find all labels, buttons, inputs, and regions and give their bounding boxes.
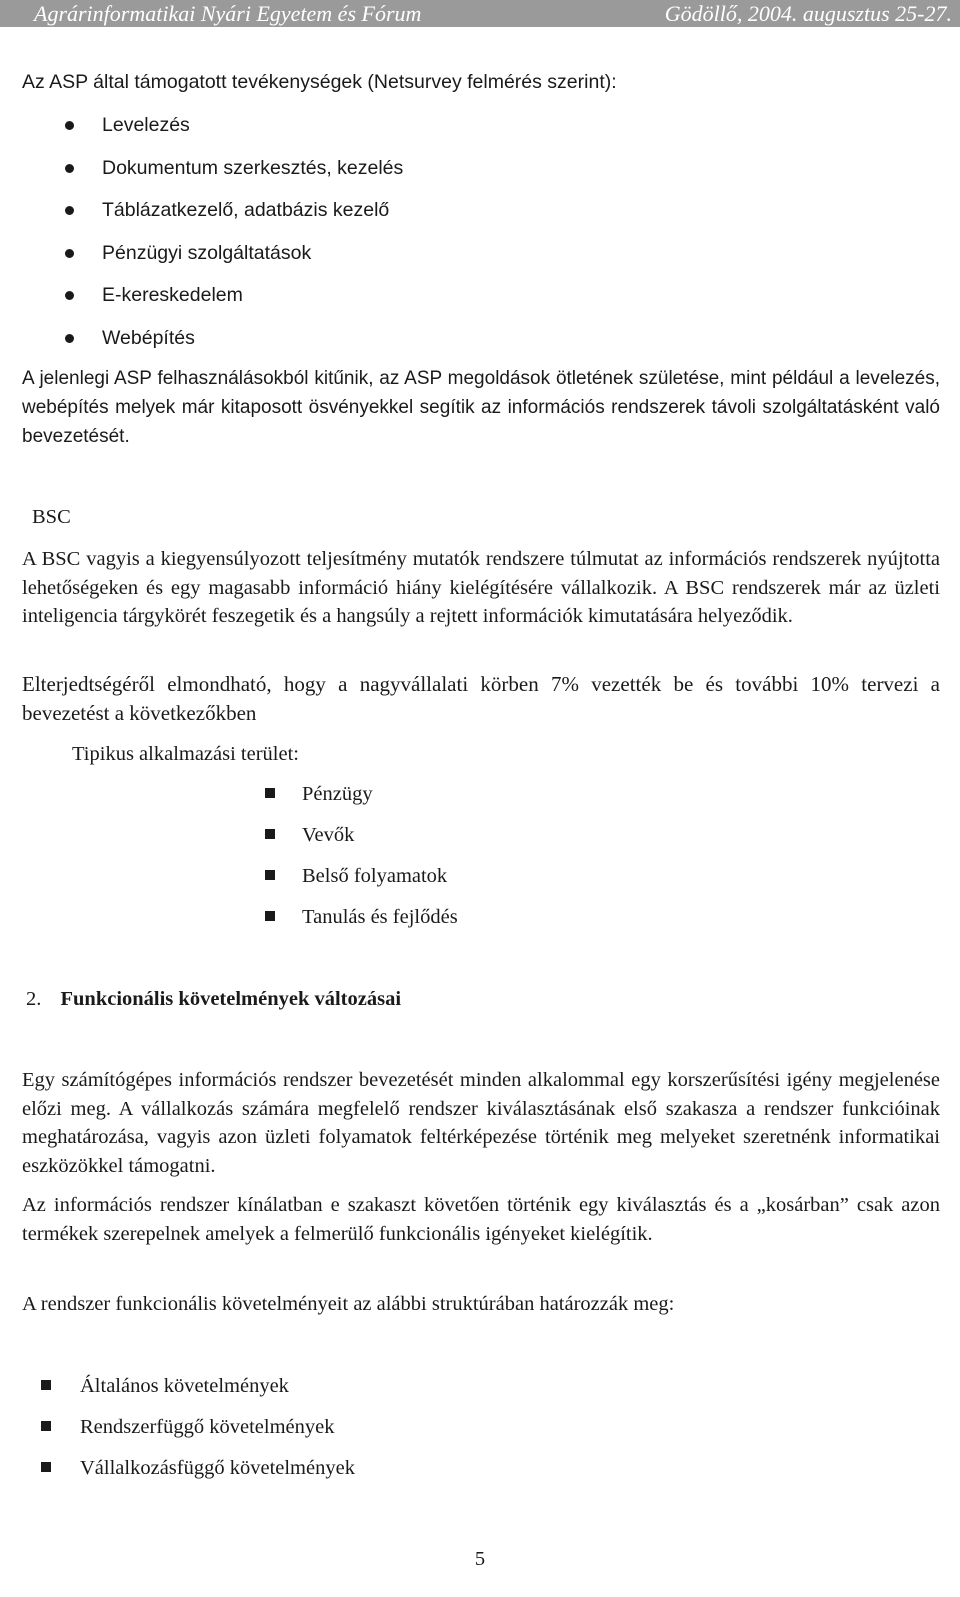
section2-paragraph-3: A rendszer funkcionális követelményeit az alábbi struktúrában határozzák meg: — [22, 1293, 675, 1315]
bullet-icon — [65, 249, 74, 258]
list-item: Levelezés — [0, 104, 960, 147]
list-item: Pénzügyi szolgáltatások — [0, 232, 960, 275]
section-number: 2. — [26, 988, 42, 1010]
bullet-icon — [65, 206, 74, 215]
list-item: Webépítés — [0, 317, 960, 360]
list-item: Táblázatkezelő, adatbázis kezelő — [0, 189, 960, 232]
list-item: Belső folyamatok — [0, 862, 960, 903]
square-bullet-icon — [41, 1380, 51, 1390]
square-bullet-icon — [265, 788, 275, 798]
list-item: Pénzügy — [0, 780, 960, 821]
square-bullet-icon — [265, 829, 275, 839]
page-number: 5 — [474, 1548, 486, 1570]
square-bullet-icon — [265, 870, 275, 880]
section2-paragraph-1: Egy számítógépes információs rendszer bevezetését minden alkalommal egy korszerűsítési igény megjelenése előzi meg. A vállalkozás számára megfelelő rendszer kiválasztásának első szakasza a rendszer funkcióinak meghatározása, vagyis azon üzleti folyamatok feltérképezése történik meg melyeket szeretnénk informatikai eszközökkel támogatni. — [22, 1069, 940, 1177]
list-item: E-kereskedelem — [0, 274, 960, 317]
asp-activity-list — [0, 104, 960, 359]
square-bullet-icon — [265, 911, 275, 921]
square-bullet-icon — [41, 1421, 51, 1431]
list-item: Tanulás és fejlődés — [0, 903, 960, 944]
asp-paragraph: A jelenlegi ASP felhasználásokból kitűnik, az ASP megoldások ötletének születése, mint például a levelezés, webépítés melyek már kitaposott ösvényekkel segítik az információs rendszerek távoli szolgáltatásként való bevezetését. — [22, 368, 940, 447]
list-item: Általános követelmények — [0, 1372, 960, 1413]
bsc-area-list — [0, 780, 960, 944]
bullet-icon — [65, 291, 74, 300]
bullet-icon — [65, 334, 74, 343]
section-title: Funkcionális követelmények változásai — [60, 988, 402, 1010]
areas-label: Tipikus alkalmazási terület: — [72, 743, 299, 765]
list-item: Vállalkozásfüggő követelmények — [0, 1454, 960, 1495]
list-item: Rendszerfüggő követelmények — [0, 1413, 960, 1454]
bullet-icon — [65, 121, 74, 130]
square-bullet-icon — [41, 1462, 51, 1472]
list-item: Dokumentum szerkesztés, kezelés — [0, 147, 960, 190]
header-event-title: Agrárinformatikai Nyári Egyetem és Fórum — [34, 1, 422, 26]
bullet-icon — [65, 164, 74, 173]
page-header — [0, 0, 960, 27]
asp-intro: Az ASP által támogatott tevékenységek (Netsurvey felmérés szerint): — [22, 71, 617, 93]
section-heading — [26, 985, 401, 1013]
requirements-list — [0, 1372, 960, 1495]
bsc-paragraph-1: A BSC vagyis a kiegyensúlyozott teljesítmény mutatók rendszere túlmutat az információs rendszerek nyújtotta lehetőségeken és egy magasabb információ hiány kielégítésére vállalkozik. A BSC rendszerek már az üzleti inteligencia tárgykörét feszegetik és a hangsúly a rejtett információk kimutatására helyeződik. — [22, 548, 940, 627]
section2-paragraph-2: Az információs rendszer kínálatban e szakaszt követően történik egy kiválasztás és a „kosárban” csak azon termékek szerepelnek amelyek a felmerülő funkcionális igényeket kielégítik. — [22, 1194, 940, 1245]
list-item: Vevők — [0, 821, 960, 862]
header-date-location: Gödöllő, 2004. augusztus 25-27. — [664, 1, 952, 26]
bsc-heading: BSC — [32, 506, 71, 528]
bsc-paragraph-2: Elterjedtségéről elmondható, hogy a nagyvállalati körben 7% vezették be és további 10% tervezi a bevezetést a következőkben — [22, 672, 940, 725]
